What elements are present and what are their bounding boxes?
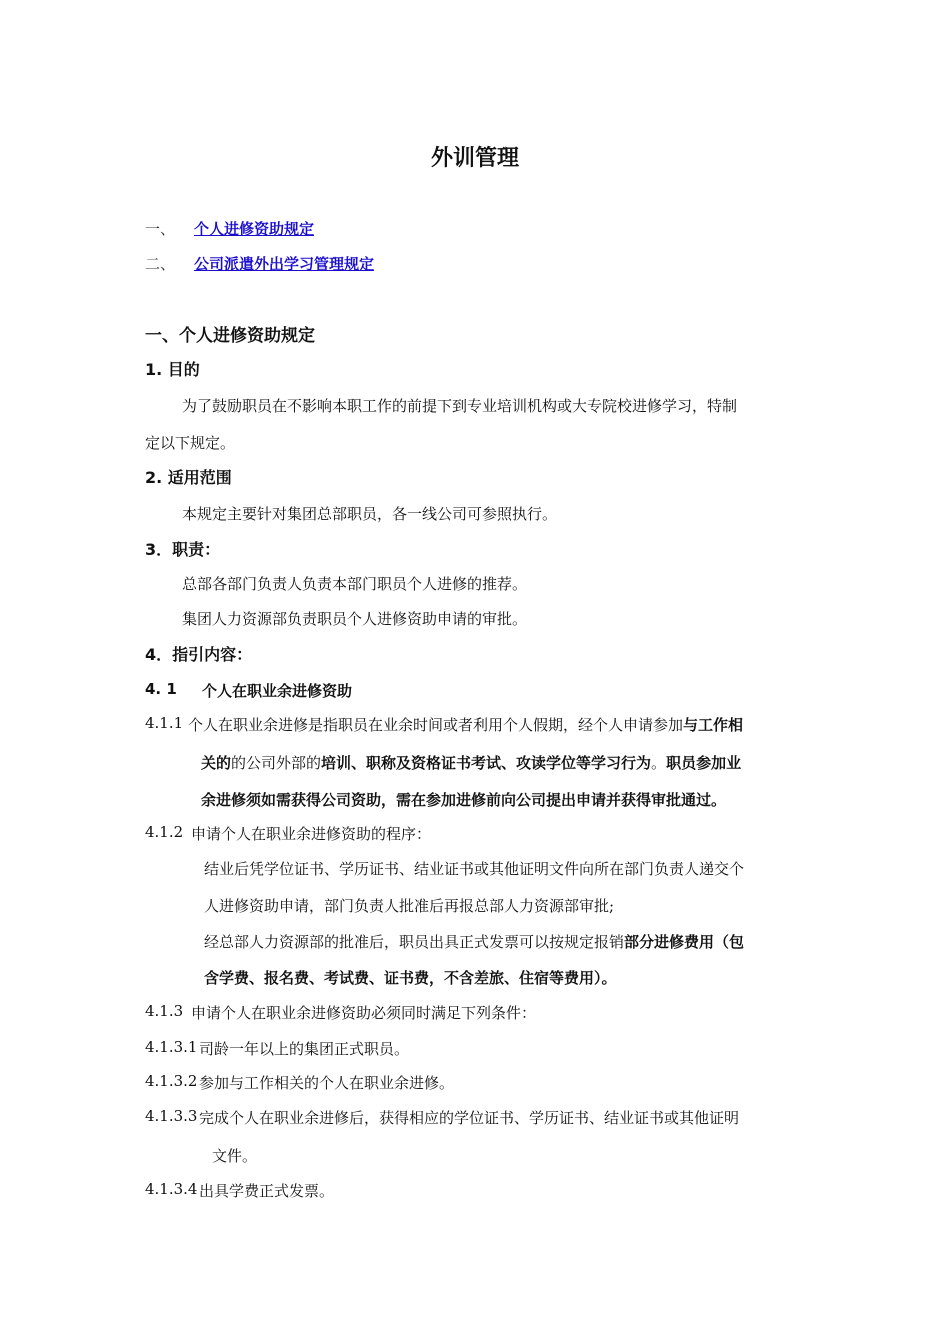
condition-number-3: 4.1.3.3	[145, 1107, 198, 1125]
purpose-text-line2: 定以下规定。	[145, 434, 236, 452]
toc-link-dispatch-study[interactable]: 公司派遣外出学习管理规定	[194, 255, 375, 273]
clause-411-line1-plain: 个人在职业余进修是指职员在业余时间或者利用个人假期，经个人申请参加	[188, 716, 684, 734]
condition-number-1: 4.1.3.1	[145, 1038, 198, 1056]
section-heading: 一、个人进修资助规定	[145, 326, 315, 346]
clause-412-text: 申请个人在职业余进修资助的程序：	[191, 825, 432, 843]
clause-411-line1	[188, 714, 743, 735]
clause-413-text: 申请个人在职业余进修资助必须同时满足下列条件：	[191, 1004, 537, 1022]
procedure-1-line1: 结业后凭学位证书、学历证书、结业证书或其他证明文件向所在部门负责人递交个	[204, 860, 745, 878]
procedure-2-line1-bold: 部分进修费用（包	[624, 933, 745, 951]
procedure-2-line2: 含学费、报名费、考试费、证书费，不含差旅、住宿等费用）。	[204, 969, 617, 987]
scope-text: 本规定主要针对集团总部职员，各一线公司可参照执行。	[182, 505, 558, 523]
condition-number-2: 4.1.3.2	[145, 1072, 198, 1090]
toc-number-1: 一、	[145, 220, 176, 238]
clause-411-line2-plain-b: 。	[651, 754, 667, 772]
scope-heading: 2. 适用范围	[145, 468, 232, 487]
condition-number-4: 4.1.3.4	[145, 1180, 198, 1198]
purpose-text-line1: 为了鼓励职员在不影响本职工作的前提下到专业培训机构或大专院校进修学习，特制	[182, 397, 738, 415]
condition-text-4: 出具学费正式发票。	[199, 1182, 335, 1200]
clause-411-line3: 余进修须如需获得公司资助，需在参加进修前向公司提出申请并获得审批通过。	[201, 791, 727, 809]
guide-heading: 4．指引内容：	[145, 645, 253, 664]
clause-411-line2-plain-a: 的公司外部的	[231, 754, 322, 772]
clause-411-line2-bold-b: 培训、职称及资格证书考试、攻读学位等学习行为	[321, 754, 652, 772]
procedure-2-line1-plain: 经总部人力资源部的批准后，职员出具正式发票可以按规定报销	[204, 933, 625, 951]
clause-411-line2-bold-c: 职员参加业	[666, 754, 742, 772]
condition-text-1: 司龄一年以上的集团正式职员。	[199, 1040, 410, 1058]
clause-number-411: 4.1.1	[145, 714, 184, 732]
duty-text-line2: 集团人力资源部负责职员个人进修资助申请的审批。	[182, 610, 528, 628]
condition-text-3: 完成个人在职业余进修后，获得相应的学位证书、学历证书、结业证书或其他证明	[199, 1109, 740, 1127]
subsection-number: 4. 1	[145, 680, 177, 698]
duty-heading: 3．职责：	[145, 540, 221, 559]
clause-number-413: 4.1.3	[145, 1002, 184, 1020]
condition-text-2: 参加与工作相关的个人在职业余进修。	[199, 1074, 455, 1092]
clause-411-line2	[201, 752, 741, 773]
condition-text-3-cont: 文件。	[212, 1147, 258, 1165]
purpose-heading: 1. 目的	[145, 360, 200, 379]
procedure-1-line2: 人进修资助申请，部门负责人批准后再报总部人力资源部审批;	[204, 897, 615, 915]
subsection-title: 个人在职业余进修资助	[202, 682, 353, 700]
document-title: 外训管理	[430, 146, 519, 171]
procedure-2-line1	[204, 931, 744, 952]
clause-number-412: 4.1.2	[145, 823, 184, 841]
duty-text-line1: 总部各部门负责人负责本部门职员个人进修的推荐。	[182, 575, 528, 593]
clause-411-line1-bold: 与工作相	[683, 716, 744, 734]
clause-411-line2-bold-a: 关的	[201, 754, 232, 772]
toc-number-2: 二、	[145, 255, 176, 273]
toc-link-personal-study[interactable]: 个人进修资助规定	[194, 220, 315, 238]
